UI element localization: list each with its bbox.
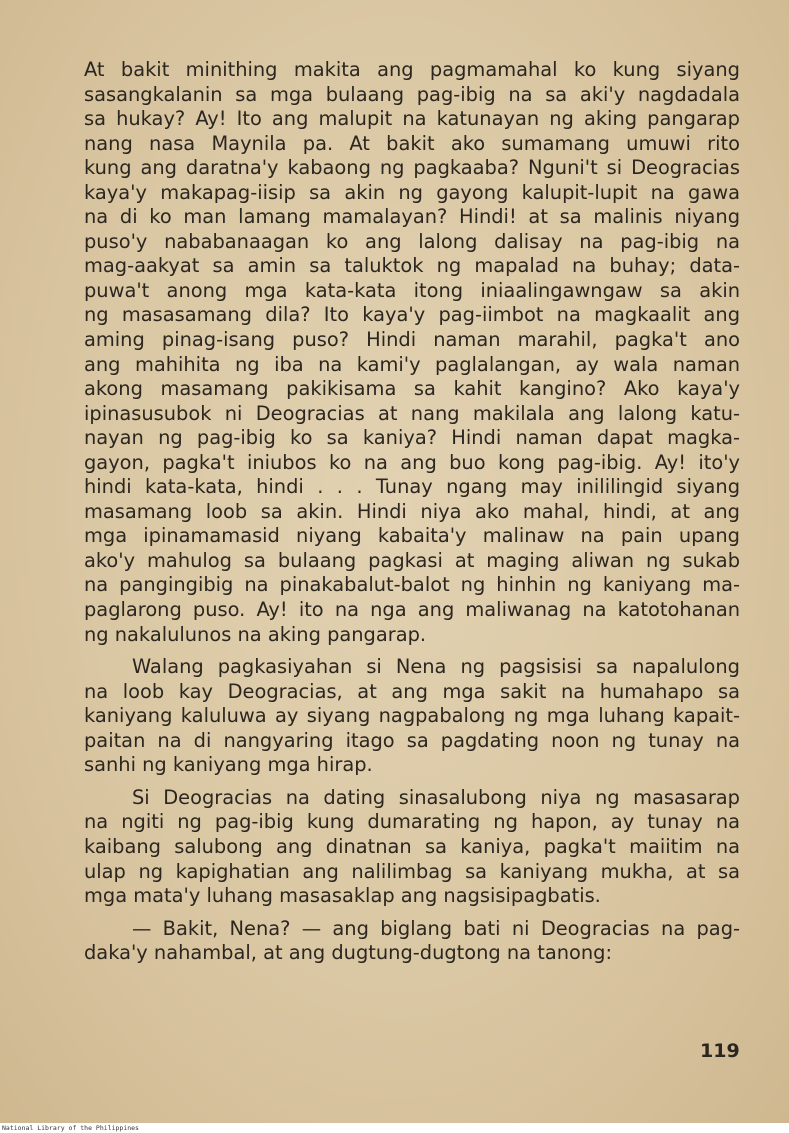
text-line: mga ipinamamasid niyang kabaita'y malinaw na pain upang bbox=[84, 524, 740, 548]
text-line: sanhi ng kaniyang mga hirap. bbox=[84, 753, 373, 777]
text-line: masamang loob sa akin. Hindi niya ako mahal, hindi, at ang bbox=[84, 499, 740, 523]
text-line: mga mata'y luhang masasaklap ang nagsisipagbatis. bbox=[84, 884, 601, 908]
text-line: kaniyang kaluluwa ay siyang nagpabalong ng mga luhang kapait- bbox=[84, 704, 740, 728]
text-line: aming pinag-isang puso? Hindi naman marahil, pagka't ano bbox=[84, 328, 740, 352]
text-line: puso'y nababanaagan ko ang lalong dalisay na pag-ibig na bbox=[84, 229, 740, 253]
text-line: sasangkalanin sa mga bulaang pag-ibig na sa aki'y nagdadala bbox=[84, 82, 740, 106]
text-line: sa hukay? Ay! Ito ang malupit na katunayan ng aking pangarap bbox=[84, 107, 740, 131]
page-number: 119 bbox=[700, 1040, 740, 1062]
text-line: nayan ng pag-ibig ko sa kaniya? Hindi naman dapat magka- bbox=[84, 426, 740, 450]
paragraph-gap bbox=[84, 647, 740, 655]
text-line: na di ko man lamang mamalayan? Hindi! at sa malinis niyang bbox=[84, 205, 740, 229]
text-line: ulap ng kapighatian ang nalilimbag sa kaniyang mukha, at sa bbox=[84, 859, 740, 883]
text-line: hindi kata-kata, hindi . . . Tunay ngang may inililingid siyang bbox=[84, 475, 740, 499]
text-line: nang nasa Maynila pa. At bakit ako sumamang umuwi rito bbox=[84, 131, 740, 155]
text-line: na pangingibig na pinakabalut-balot ng hinhin ng kaniyang ma- bbox=[84, 573, 740, 597]
paragraph-gap bbox=[84, 778, 740, 786]
text-line: At bakit minithing makita ang pagmamahal ko kung siyang bbox=[84, 58, 740, 81]
text-line: daka'y nahambal, at ang dugtung-dugtong na tanong: bbox=[84, 941, 612, 965]
text-line: na loob kay Deogracias, at ang mga sakit na humahapo sa bbox=[84, 679, 740, 703]
text-line: kung ang daratna'y kabaong ng pagkaaba? Nguni't si Deogracias bbox=[84, 156, 740, 180]
text-line: ng masasamang dila? Ito kaya'y pag-iimbot na magkaalit ang bbox=[84, 303, 740, 327]
text-line: gayon, pagka't iniubos ko na ang buo kong pag-ibig. Ay! ito'y bbox=[84, 450, 740, 474]
text-line: ang mahihita ng iba na kami'y paglalangan, ay wala naman bbox=[84, 352, 740, 376]
library-watermark: National Library of the Philippines bbox=[2, 1124, 139, 1132]
text-line: ng nakalulunos na aking pangarap. bbox=[84, 622, 427, 646]
text-line: kaya'y makapag-iisip sa akin ng gayong kalupit-lupit na gawa bbox=[84, 180, 740, 204]
text-line: ipinasusubok ni Deogracias at nang makilala ang lalong katu- bbox=[84, 401, 740, 425]
text-line: kaibang salubong ang dinatnan sa kaniya, pagka't maiitim na bbox=[84, 834, 740, 858]
text-line: puwa't anong mga kata-kata itong iniaalingawngaw sa akin bbox=[84, 278, 740, 302]
text-line: — Bakit, Nena? — ang biglang bati ni Deogracias na pag- bbox=[132, 916, 740, 940]
text-line: paglarong puso. Ay! ito na nga ang maliwanag na katotohanan bbox=[84, 598, 740, 622]
paragraph-gap bbox=[84, 909, 740, 917]
body-text bbox=[84, 58, 740, 966]
text-line: na ngiti ng pag-ibig kung dumarating ng hapon, ay tunay na bbox=[84, 810, 740, 834]
text-line: mag-aakyat sa amin sa taluktok ng mapalad na buhay; data- bbox=[84, 254, 740, 278]
text-line: Walang pagkasiyahan si Nena ng pagsisisi sa napalulong bbox=[132, 655, 740, 679]
text-line: paitan na di nangyaring itago sa pagdating noon ng tunay na bbox=[84, 728, 740, 752]
text-line: Si Deogracias na dating sinasalubong niya ng masasarap bbox=[132, 785, 740, 809]
text-line: ako'y mahulog sa bulaang pagkasi at maging aliwan ng sukab bbox=[84, 548, 740, 572]
text-line: akong masamang pakikisama sa kahit kangino? Ako kaya'y bbox=[84, 377, 740, 401]
